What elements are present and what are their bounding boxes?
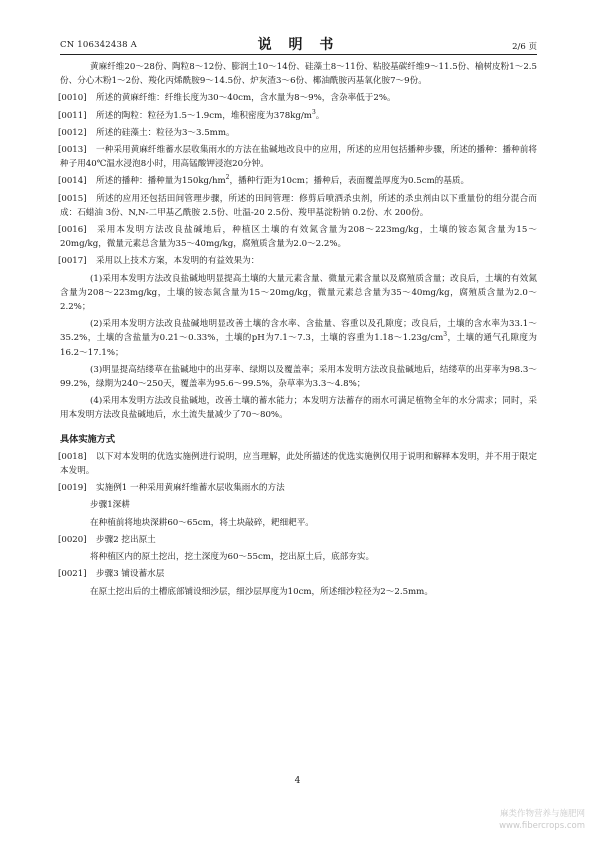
paragraph-number: [0018] <box>58 451 87 462</box>
paragraph-text: 以下对本发明的优选实施例进行说明，应当理解，此处所描述的优选实施例仅用于说明和解释本发明，并不用于限定本发明。 <box>60 451 537 477</box>
paragraph-number: [0011] <box>58 110 87 121</box>
paragraph-number: [0014] <box>58 176 87 187</box>
step-2-text: 将种植区内的原土挖出，挖土深度为60～55cm，挖出原土后，底部夯实。 <box>90 552 375 563</box>
benefit-3: (3)明显提高结缕草在盐碱地中的出芽率、绿期以及覆盖率；采用本发明方法改良盐碱地后，结缕草的出芽率为98.3～99.2%，绿期为240～250天，覆盖率为95.6～99.5%，杂草率为3.3～4.8%； <box>60 364 537 390</box>
intro-paragraph: 黄麻纤维20～28份、陶粒8～12份、膨润土10～14份、硅藻土8～11份、粘胶基碳纤维9～11.5份、榆树皮粉1～2.5份、分心木粉1～2份、羧化丙烯酰胺9～14.5份、炉灰渣3～6份、椰油酰胺丙基氧化胺7～9份。 <box>60 62 537 87</box>
paragraph-0015 <box>60 192 537 220</box>
paragraph-text: 一种采用黄麻纤维蓄水层收集雨水的方法在盐碱地改良中的应用，所述的应用包括播种步骤，所述的播种：播种前将种子用40℃温水浸泡8小时，用高锰酸钾浸泡20分钟。 <box>60 145 537 170</box>
paragraph-0020 <box>60 533 537 547</box>
paragraph-number: [0019] <box>58 483 87 494</box>
paragraph-text: 采用本发明方法改良盐碱地后，种植区土壤的有效氮含量为208～223mg/kg，土壤的铵态氮含量为15～20mg/kg，微量元素总含量为35～40mg/kg，腐殖质含量为2.0～2.2%。 <box>60 225 537 250</box>
watermark-line-1: 麻类作物营养与施肥网 <box>499 809 585 819</box>
paragraph-number: [0017] <box>58 256 87 267</box>
paragraph-text: 所述的播种：播种量为150kg/hm <box>96 176 226 187</box>
section-heading: 具体实施方式 <box>60 433 116 445</box>
watermark <box>499 808 585 832</box>
paragraph-0012 <box>60 126 537 140</box>
paragraph-text: 采用以上技术方案，本发明的有益效果为： <box>96 256 260 267</box>
step-3-text: 在原土挖出后的土槽底部铺设细沙层，细沙层厚度为10cm，所述细沙粒径为2～2.5mm。 <box>90 586 433 597</box>
paragraph-0017 <box>60 254 537 268</box>
paragraph-0014 <box>60 174 537 188</box>
paragraph-number: [0012] <box>58 127 87 138</box>
paragraph-number: [0020] <box>58 534 87 545</box>
page-header <box>60 32 537 55</box>
paragraph-number: [0010] <box>58 93 87 104</box>
paragraph-text: 所述的硅藻土：粒径为3～3.5mm。 <box>96 127 235 138</box>
page-indicator: 2/6 页 <box>512 42 537 52</box>
document-id: CN 106342438 A <box>60 40 137 50</box>
paragraph-tail: ，播种行距为10cm；播种后，表面覆盖厚度为0.5cm的基质。 <box>229 176 470 187</box>
paragraph-number: [0021] <box>58 569 87 580</box>
paragraph-0011 <box>60 109 537 123</box>
benefit-2-tail: ，土壤的通气孔隙度为16.2～17.1%； <box>60 333 537 358</box>
superscript: 3 <box>311 108 316 116</box>
paragraph-0019 <box>60 481 537 495</box>
paragraph-0016 <box>60 223 537 251</box>
superscript: 2 <box>225 174 230 182</box>
paragraph-text: 所述的应用还包括田间管理步骤，所述的田间管理：修剪后喷洒杀虫剂，所述的杀虫剂由以下重量份的组分混合而成：石蜡油 3份、N,N-二甲基乙酰胺 2.5份、吐温-20 2.5份、羧甲基淀粉钠 0.2份、水 200份。 <box>60 193 537 218</box>
paragraph-number: [0016] <box>58 225 87 236</box>
benefit-2 <box>60 317 537 360</box>
paragraph-text: 步骤2 挖出原土 <box>96 534 156 545</box>
paragraph-text: 所述的黄麻纤维：纤维长度为30～40cm，含水量为8～9%，含杂率低于2%。 <box>96 93 396 104</box>
step-1-title: 步骤1深耕 <box>90 500 130 511</box>
superscript: 3 <box>443 331 448 339</box>
paragraph-0010 <box>60 91 537 105</box>
paragraph-text: 实施例1 一种采用黄麻纤维蓄水层收集雨水的方法 <box>96 483 285 494</box>
step-1-text: 在种植前将地块深耕60～65cm，将土块敲碎，耙细耙平。 <box>90 517 314 528</box>
benefit-2-text: (2)采用本发明方法改良盐碱地明显改善土壤的含水率、含盐量、容重以及孔隙度；改良后，土壤的含水率为33.1～35.2%，土壤的含盐量为0.21～0.33%，土壤的pH为7.1～7.3，土壤的容重为1.18～1.23g/cm <box>60 319 537 344</box>
paragraph-text: 所述的陶粒：粒径为1.5～1.9cm，堆积密度为378kg/m <box>96 110 312 121</box>
paragraph-0021 <box>60 567 537 581</box>
document-body <box>60 60 537 602</box>
benefit-1: (1)采用本发明方法改良盐碱地明显提高土壤的大量元素含量、微量元素含量以及腐殖质含量；改良后，土壤的有效氮含量为208～223mg/kg，土壤的铵态氮含量为15～20mg/kg，微量元素总含量为35～40mg/kg，腐殖质含量为2.0～2.2%； <box>60 273 537 313</box>
document-title: 说 明 书 <box>257 37 340 53</box>
paragraph-number: [0015] <box>58 193 87 204</box>
paragraph-0018 <box>60 450 537 478</box>
paragraph-0013 <box>60 143 537 171</box>
paragraph-text: 步骤3 铺设蓄水层 <box>96 569 165 580</box>
paragraph-number: [0013] <box>58 145 87 156</box>
watermark-line-2: www.fibercrops.com <box>499 821 585 831</box>
benefit-4: (4)采用本发明方法改良盐碱地，改善土壤的蓄水能力；本发明方法蓄存的雨水可满足植物全年的水分需求；同时，采用本发明方法改良盐碱地后，水土流失量减少了70～80%。 <box>60 396 537 421</box>
paragraph-tail: 。 <box>315 110 325 121</box>
page-number: 4 <box>294 776 301 786</box>
